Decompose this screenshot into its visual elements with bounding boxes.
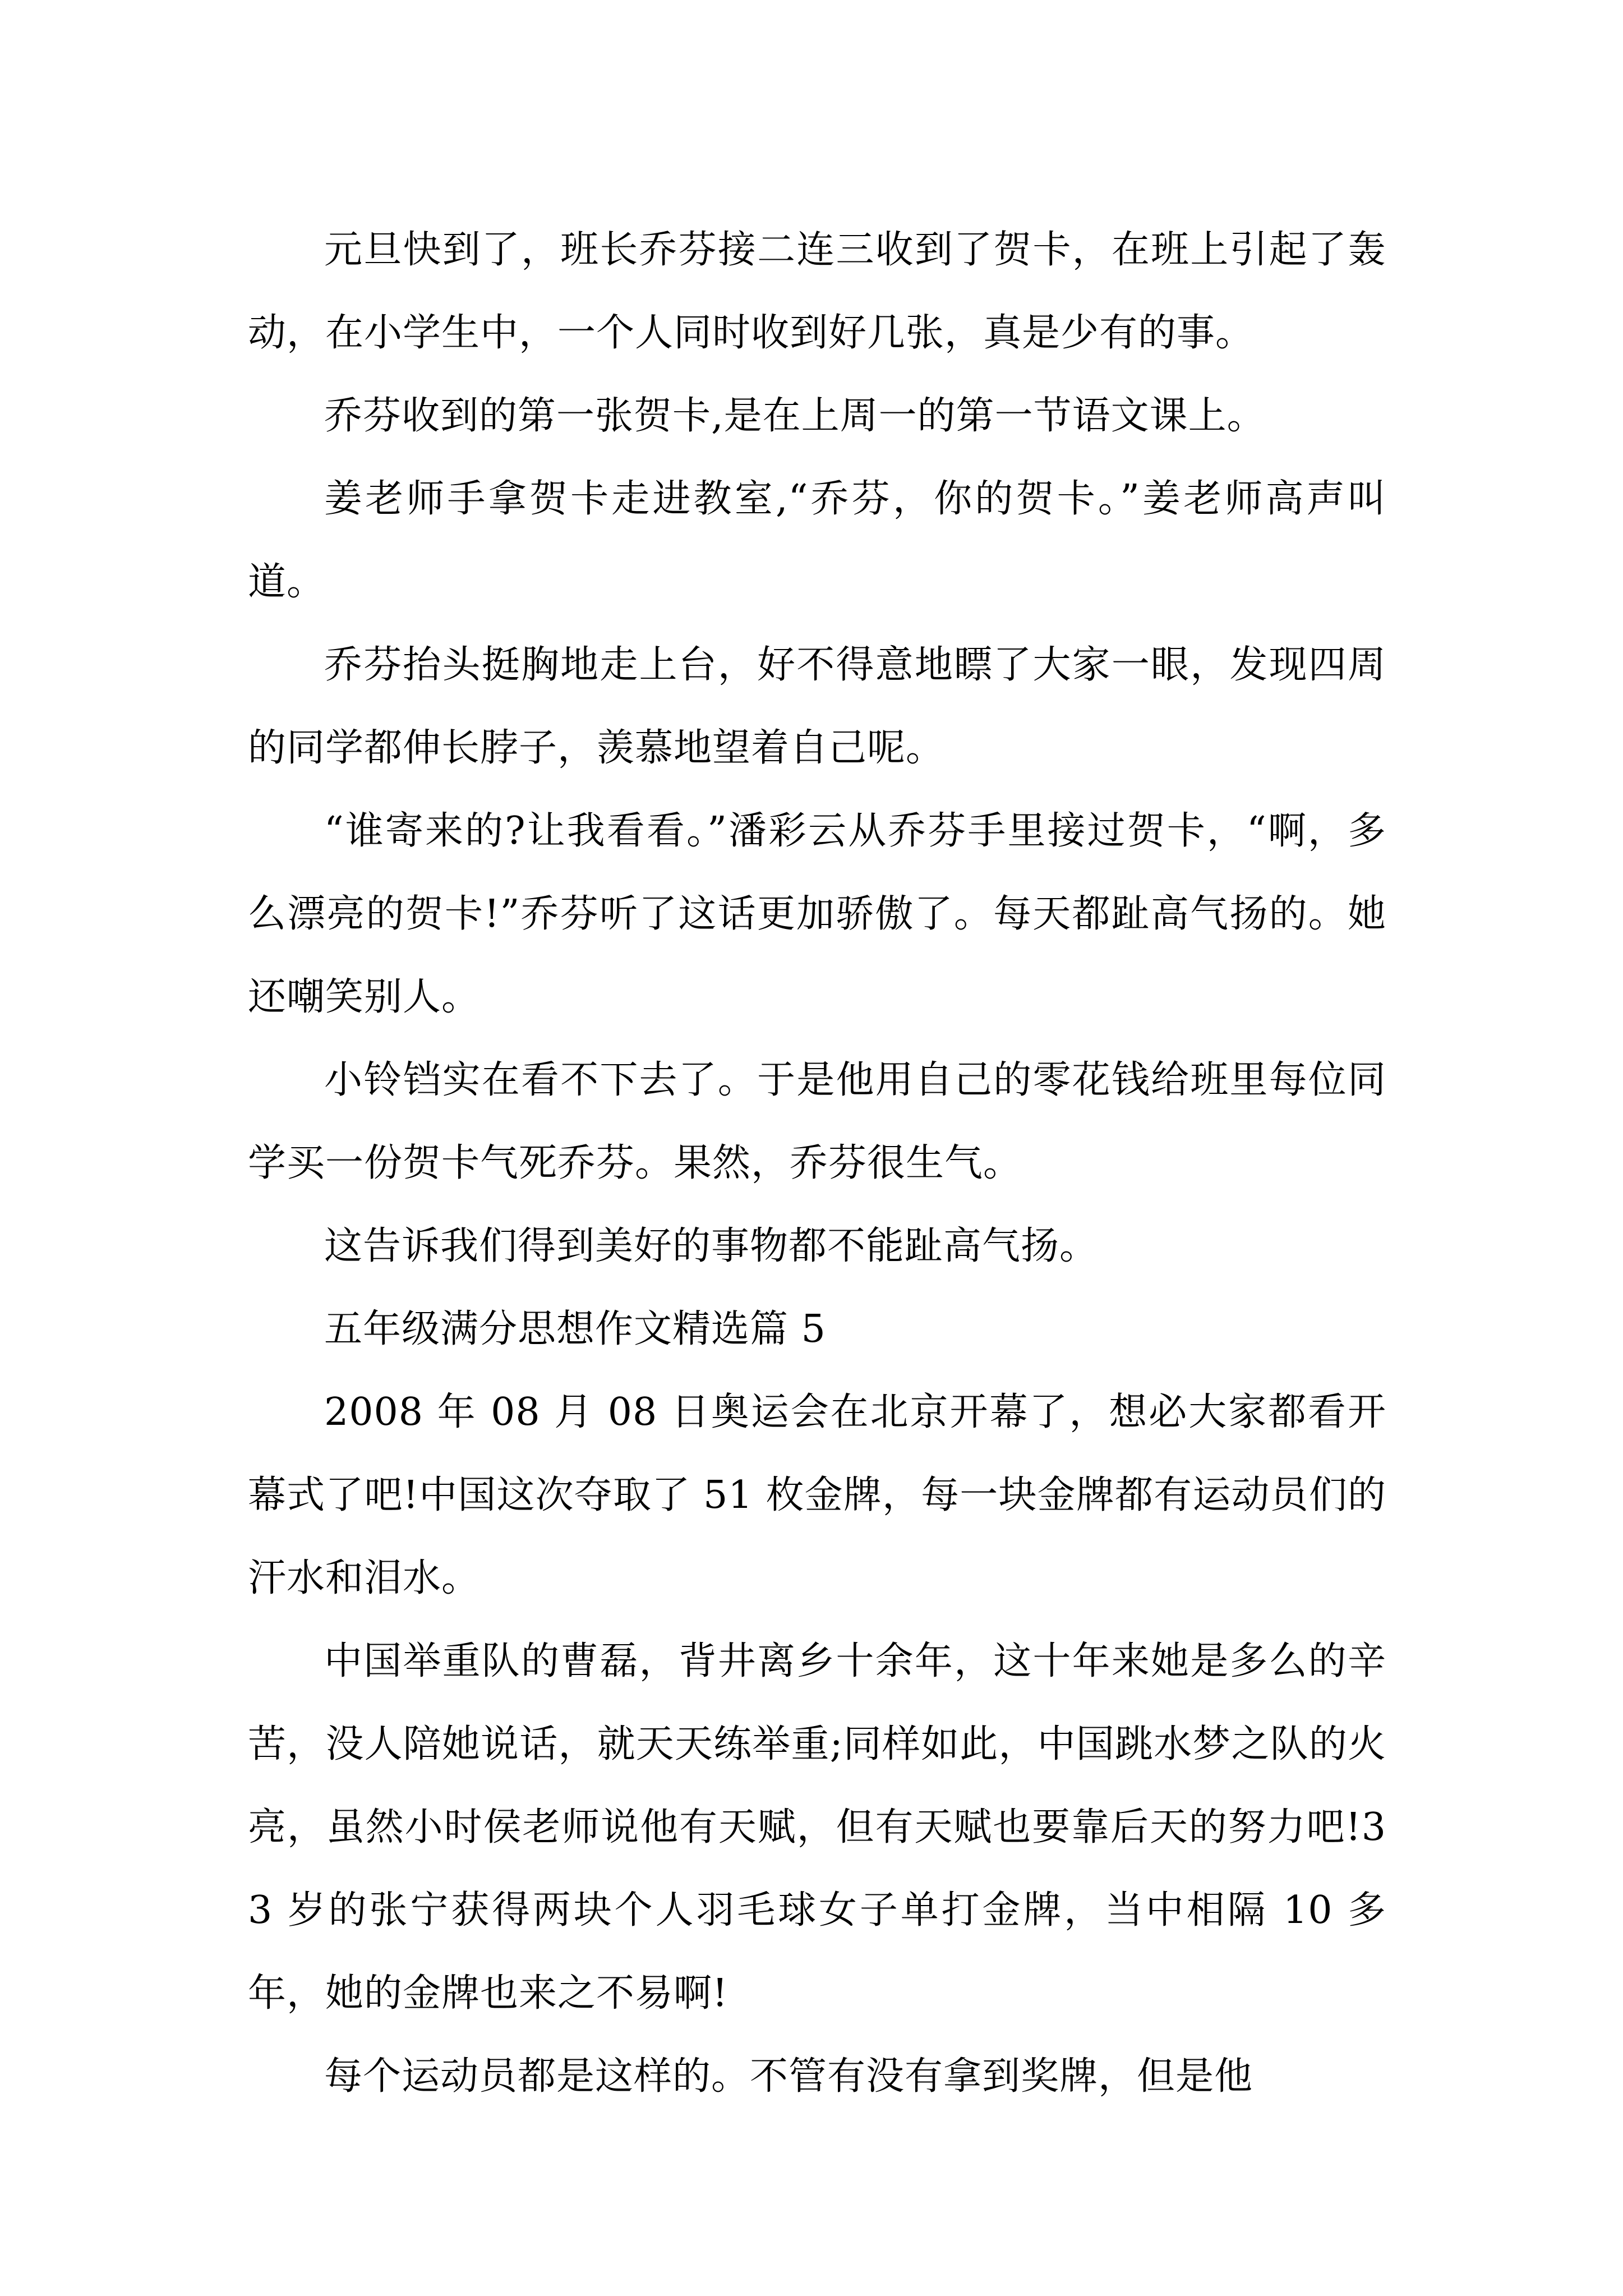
paragraph-10: 每个运动员都是这样的。不管有没有拿到奖牌，但是他 bbox=[324, 2054, 1253, 2099]
paragraph-6: 小铃铛实在看不下去了。于是他用自己的零花钱给班里每位同学买一份贺卡气死乔芬。果然，乔芬很生气。 bbox=[248, 1058, 1386, 1185]
paragraph-1: 元旦快到了，班长乔芬接二连三收到了贺卡，在班上引起了轰动，在小学生中，一个人同时收到好几张，真是少有的事。 bbox=[248, 228, 1386, 355]
paragraph-5: “谁寄来的?让我看看。”潘彩云从乔芬手里接过贺卡，“啊，多么漂亮的贺卡!”乔芬听了这话更加骄傲了。每天都趾高气扬的。她还嘲笑别人。 bbox=[248, 809, 1386, 1019]
paragraph-8: 2008 年 08 月 08 日奥运会在北京开幕了，想必大家都看开幕式了吧!中国这次夺取了 51 枚金牌，每一块金牌都有运动员们的汗水和泪水。 bbox=[248, 1390, 1386, 1600]
section-heading: 五年级满分思想作文精选篇 5 bbox=[324, 1307, 826, 1351]
paragraph-7: 这告诉我们得到美好的事物都不能趾高气扬。 bbox=[324, 1224, 1099, 1268]
document-body bbox=[248, 209, 1386, 2118]
paragraph-4: 乔芬抬头挺胸地走上台，好不得意地瞟了大家一眼，发现四周的同学都伸长脖子，羡慕地望着自己呢。 bbox=[248, 643, 1386, 770]
paragraph-9: 中国举重队的曹磊，背井离乡十余年，这十年来她是多么的辛苦，没人陪她说话，就天天练举重;同样如此，中国跳水梦之队的火亮，虽然小时侯老师说他有天赋，但有天赋也要靠后天的努力吧!33 岁的张宁获得两块个人羽毛球女子单打金牌，当中相隔 10 多年，她的金牌也来之不易啊! bbox=[248, 1639, 1386, 2016]
paragraph-3: 姜老师手拿贺卡走进教室,“乔芬，你的贺卡。”姜老师高声叫道。 bbox=[248, 477, 1386, 604]
paragraph-2: 乔芬收到的第一张贺卡,是在上周一的第一节语文课上。 bbox=[324, 394, 1266, 438]
